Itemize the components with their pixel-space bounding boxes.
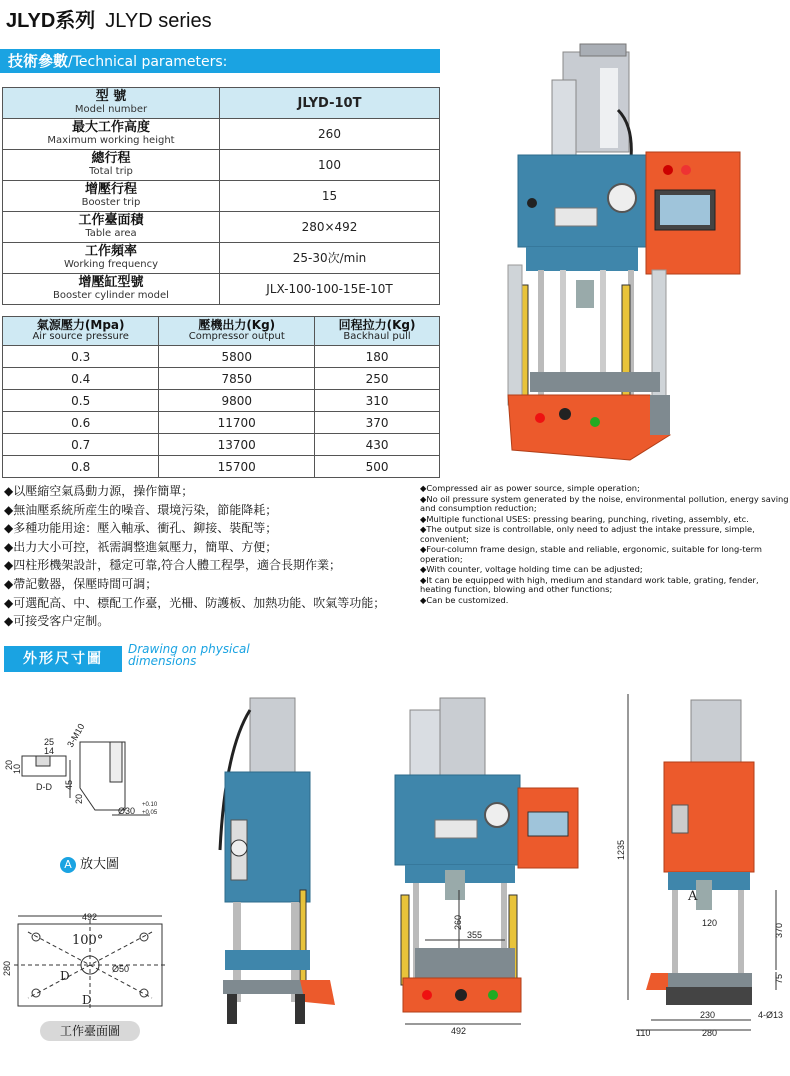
pressure-row — [3, 346, 440, 368]
spec-row — [3, 243, 440, 274]
thread-label: 3-M10 — [65, 721, 87, 749]
press-machine-image — [500, 40, 750, 480]
feature-cn-item: ◆以壓縮空氣爲動力源，操作簡單； — [4, 484, 194, 498]
spec-row — [3, 150, 440, 181]
tol-plus: +0.10 — [142, 802, 158, 808]
features-cn-list — [4, 482, 414, 631]
spec-value: JLYD-10T — [220, 88, 440, 119]
pressure-cell: 7850 — [159, 368, 315, 390]
side-view-image — [606, 690, 790, 1040]
title-cn: JLYD系列 — [6, 10, 96, 32]
tech-section-bar — [0, 49, 440, 73]
pressure-cell: 0.3 — [3, 346, 159, 368]
tech-title-en: /Technical parameters: — [68, 54, 228, 70]
section-label-dd: D-D — [36, 782, 52, 792]
feature-en-item: ◆The output size is controllable, only need to adjust the intake pressure, simple, convenient; — [420, 524, 755, 544]
badge-letter: A — [60, 857, 76, 873]
spec-label-en: Maximum working height — [47, 135, 175, 146]
pressure-cell: 13700 — [159, 434, 315, 456]
spec-label-en: Table area — [85, 228, 137, 239]
drawing-subtitle-line2: dimensions — [128, 654, 197, 668]
spec-label — [3, 212, 220, 243]
front-stroke: 260 — [453, 914, 463, 930]
feature-en-item: ◆Can be customized. — [420, 594, 509, 605]
feature-cn-item: ◆四柱形機架設計，穩定可靠,符合人體工程學，適合長期作業； — [4, 558, 342, 573]
feature-en-item: ◆With counter, voltage holding time can be adjusted; — [420, 564, 643, 575]
work-table-label: 工作臺面圖 — [40, 1021, 140, 1041]
pressure-header-en: Backhaul pull — [343, 331, 411, 342]
side-base1: 230 — [700, 1010, 716, 1020]
feature-cn-item: ◆可選配高、中、標配工作臺，光柵、防護板、加熱功能、吹氣等功能； — [4, 595, 386, 610]
front-width: 492 — [451, 1026, 467, 1036]
pressure-cell: 0.6 — [3, 412, 159, 434]
spec-label-en: Working frequency — [63, 259, 159, 270]
tech-title-cn: 技術參數 — [8, 52, 69, 70]
spec-label-cn: 增壓缸型號 — [78, 275, 144, 290]
section-mark-2: D — [82, 993, 92, 1007]
spec-label — [3, 119, 220, 150]
feature-cn-item: ◆帶記數器，保壓時間可調； — [4, 576, 158, 591]
spec-label-en: Booster trip — [81, 197, 141, 208]
spec-row — [3, 212, 440, 243]
side-offset: 110 — [636, 1028, 651, 1038]
spec-label-cn: 總行程 — [91, 151, 131, 166]
pressure-cell: 310 — [315, 390, 440, 412]
spec-label — [3, 181, 220, 212]
pressure-row — [3, 368, 440, 390]
dim-14: 14 — [44, 746, 55, 756]
drawing-subtitle-line1: Drawing on physical — [128, 642, 250, 656]
left-view-image — [195, 690, 345, 1030]
table-hole: Ø50 — [112, 964, 130, 974]
pressure-cell: 0.7 — [3, 434, 159, 456]
pressure-table — [2, 316, 440, 478]
spec-label-cn: 型 號 — [95, 89, 127, 104]
dim-45: 45 — [64, 779, 74, 790]
pressure-header-en: Air source pressure — [32, 331, 129, 342]
feature-en-item: ◆No oil pressure system generated by the noise, environmental pollution, energy saving and consumption reduction; — [420, 493, 789, 513]
pressure-header-en: Compressor output — [188, 331, 285, 342]
tol-minus: +0.05 — [142, 810, 158, 816]
pressure-header-cn: 壓機出力(Kg) — [198, 318, 276, 332]
pressure-cell: 15700 — [159, 456, 315, 478]
spec-label — [3, 274, 220, 305]
detail-badge — [60, 853, 119, 873]
feature-en-item: ◆Multiple functional USES: pressing bearing, punching, riveting, assembly, etc. — [420, 513, 749, 524]
pressure-row — [3, 390, 440, 412]
dim-20a: 20 — [4, 759, 14, 770]
pressure-cell: 11700 — [159, 412, 315, 434]
side-mark: A — [688, 889, 698, 904]
spec-label — [3, 150, 220, 181]
pressure-cell: 430 — [315, 434, 440, 456]
spec-row — [3, 88, 440, 119]
spec-label-en: Booster cylinder model — [53, 290, 169, 301]
front-view-image — [385, 690, 585, 1040]
side-travel: 370 — [774, 922, 784, 938]
pressure-header — [315, 317, 440, 346]
spec-value: 260 — [220, 119, 440, 150]
spec-row — [3, 274, 440, 305]
spec-label — [3, 88, 220, 119]
spec-label-cn: 最大工作高度 — [71, 120, 150, 135]
dim-phi30: Ø30 — [118, 806, 136, 816]
feature-en-item: ◆Four-column frame design, stable and reliable, ergonomic, suitable for long-term operation; — [420, 544, 762, 564]
pressure-cell: 0.5 — [3, 390, 159, 412]
table-width: 492 — [82, 912, 98, 922]
spec-label-cn: 工作頻率 — [84, 244, 137, 259]
table-height: 280 — [2, 960, 12, 976]
pressure-cell: 370 — [315, 412, 440, 434]
side-holes: 4-Ø13 — [758, 1010, 784, 1020]
spec-label-en: Total trip — [89, 166, 133, 177]
feature-en-item: ◆Compressed air as power source, simple operation; — [420, 483, 640, 493]
drawing-section-title: 外形尺寸圖 — [4, 646, 122, 672]
spec-value: 100 — [220, 150, 440, 181]
work-table-drawing — [0, 910, 175, 1015]
pressure-cell: 9800 — [159, 390, 315, 412]
badge-label: 放大圖 — [80, 857, 120, 872]
spec-label — [3, 243, 220, 274]
page-title — [6, 4, 212, 33]
spec-table — [2, 87, 440, 305]
pressure-cell: 500 — [315, 456, 440, 478]
feature-cn-item: ◆可接受客户定制。 — [4, 614, 110, 629]
detail-drawing — [0, 720, 170, 830]
side-base-gap: 75 — [774, 973, 784, 984]
side-depth: 120 — [702, 918, 718, 928]
dim-10: 10 — [12, 763, 22, 774]
side-height: 1235 — [616, 839, 626, 860]
section-mark-1: D — [60, 969, 70, 983]
front-span: 355 — [467, 930, 483, 940]
table-angle: 100° — [72, 933, 104, 948]
feature-cn-item: ◆出力大小可控，祇需調整進氣壓力，簡單、方便； — [4, 539, 278, 554]
pressure-header — [159, 317, 315, 346]
feature-cn-item: ◆多種功能用途：壓入軸承、衝孔、鉚接、裝配等； — [4, 521, 278, 536]
spec-value: 15 — [220, 181, 440, 212]
pressure-cell: 5800 — [159, 346, 315, 368]
pressure-cell: 250 — [315, 368, 440, 390]
spec-value: 25-30次/min — [220, 243, 440, 274]
dim-20b: 20 — [74, 793, 84, 804]
spec-value: 280×492 — [220, 212, 440, 243]
spec-label-cn: 工作臺面積 — [78, 213, 144, 228]
features-en-list — [420, 484, 790, 606]
pressure-header-row — [3, 317, 440, 346]
feature-cn-item: ◆無油壓系統所産生的噪音、環境污染，節能降耗； — [4, 502, 278, 517]
pressure-header-cn: 氣源壓力(Mpa) — [36, 318, 125, 332]
title-en: JLYD series — [105, 10, 212, 32]
pressure-cell: 0.8 — [3, 456, 159, 478]
spec-value: JLX-100-100-15E-10T — [220, 274, 440, 305]
drawing-section-subtitle — [128, 643, 250, 667]
pressure-row — [3, 412, 440, 434]
pressure-cell: 0.4 — [3, 368, 159, 390]
dim-25: 25 — [44, 737, 55, 747]
pressure-row — [3, 456, 440, 478]
pressure-header-cn: 回程拉力(Kg) — [338, 318, 416, 332]
side-base2: 280 — [702, 1028, 718, 1038]
pressure-header — [3, 317, 159, 346]
pressure-row — [3, 434, 440, 456]
spec-row — [3, 119, 440, 150]
feature-en-item: ◆It can be equipped with high, medium and standard work table, grating, fender, heating function, blowing and other functions; — [420, 574, 759, 595]
pressure-cell: 180 — [315, 346, 440, 368]
spec-row — [3, 181, 440, 212]
spec-label-cn: 增壓行程 — [84, 182, 137, 197]
spec-label-en: Model number — [74, 104, 148, 115]
